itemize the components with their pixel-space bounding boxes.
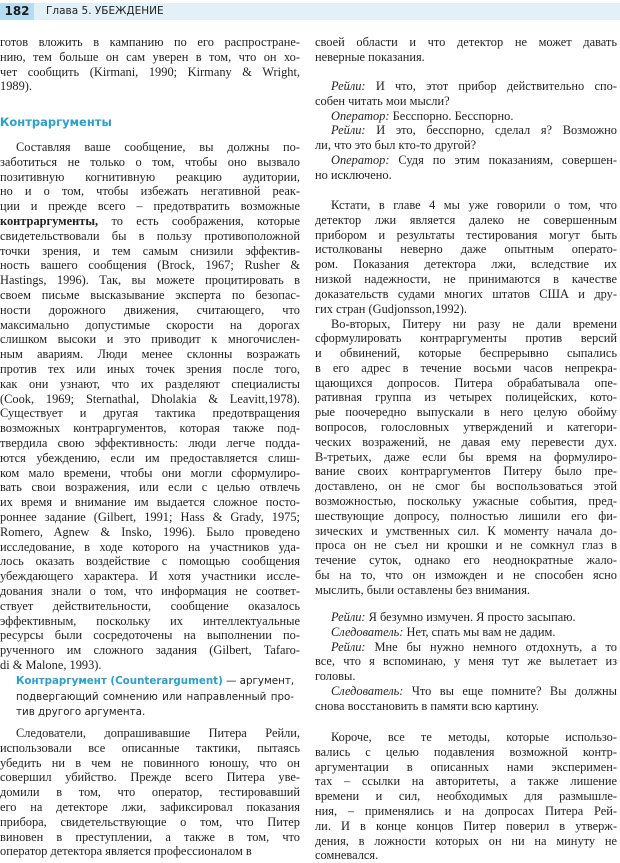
speaker-name: Рейли:: [331, 79, 366, 93]
text-line: рые поочередно выпускали в него целую обойму: [315, 405, 617, 420]
paragraph: [315, 317, 617, 598]
speech-text: Что вы еще помните? Вы должны: [403, 683, 617, 698]
speaker-name: Оператор:: [331, 108, 390, 123]
text-line: в его адрес в течение восьми часов непрекра-: [315, 360, 617, 375]
text-line: дования знали о том, что информация не соответ-: [0, 583, 300, 598]
left-column: [0, 0, 300, 861]
text-line: точки зрения, и тем самым снизили эффектив-: [0, 243, 300, 258]
text-line: нию, тем больше он сам уверен в том, что он хо-: [0, 49, 300, 64]
paragraph: [0, 35, 300, 94]
text-line: [315, 123, 617, 138]
text-line: сомневался.: [315, 848, 379, 863]
text-line: Следователи, допрашивавшие Питера Рейли,: [16, 726, 300, 740]
text-line: прибором и результаты тестирования могут быть: [315, 227, 617, 242]
text-line: позитивную когнитивную реакцию аудитории,: [0, 169, 300, 184]
text-line: как они узнают, что их разделяют специалисты: [0, 376, 300, 391]
text-line: готов вложить в кампанию по его распростране-: [0, 35, 300, 49]
text-line: тив другого аргумента.: [16, 706, 146, 719]
text-line: [0, 214, 300, 229]
text-line: течение суток, однако его неоднократные жало-: [315, 553, 617, 568]
text-line: использовали все описанные тактики, пытаясь: [0, 740, 300, 755]
speech-text: Нет, спать мы вам не дадим.: [403, 624, 556, 639]
text-line: ются убеждению, если им предоставляется слиш-: [0, 450, 300, 465]
text-line: низкой надежности, не принимаются в качестве: [315, 271, 617, 286]
text-line: Romero, Agnew & Insko, 1996). Было проведено: [0, 524, 300, 539]
text-line: убеждающего характера. И хотя участники иссле-: [0, 569, 300, 584]
chapter-title: Глава 5. УБЕЖДЕНИЕ: [46, 5, 164, 17]
text-line: вопросов, голословных утверждений и категори-: [315, 420, 617, 435]
text-line: ром. Показания детектора лжи, вследствие их: [315, 257, 617, 272]
text-line: снова восстановить в памяти всю картину.: [315, 698, 539, 713]
speech-text: Я безумно измучен. Я просто засыпаю.: [365, 610, 576, 624]
speech-text: И это, бесспорно, сделал я? Возможно: [365, 123, 617, 138]
text-segment: — аргумент,: [222, 675, 295, 687]
text-line: подвергающий сомнению или направленный про-: [16, 690, 294, 703]
text-line: вать свои возражения, или если с целью отвлечь: [0, 480, 300, 495]
text-line: ческих возражений, не давая ему перевести дух.: [315, 434, 617, 449]
text-line: дения, в ложности которых он ни на минуту не: [315, 833, 617, 848]
text-line: [315, 153, 617, 168]
text-line: тах – ссылки на авторитеты, а также лишение: [315, 774, 617, 789]
text-line: аргументации в описанных нами эксперимен-: [315, 759, 617, 774]
text-line: виновен в преступлении, а также в том, что: [0, 829, 300, 844]
text-line: слишком высоки и это приводит к многочислен-: [0, 332, 300, 347]
speech-text: Мне бы нужно немного отдохнуть, а то: [365, 639, 617, 654]
paragraph: [315, 730, 617, 863]
text-line: свидетельствовали бы в пользу противоположной: [0, 228, 300, 243]
text-line: di & Malone, 1993).: [0, 657, 102, 672]
text-line: домили в том, что оператор, тестировавший: [0, 785, 300, 800]
text-segment: то есть соображения, которые: [98, 213, 300, 228]
text-line: вание своих контраргументов Питеру было пре-: [315, 464, 617, 479]
text-line: против тех или иных точек зрения после того,: [0, 361, 300, 376]
text-line: роннее задание (Gilbert, 1991; Hass & Grady, 1975;: [0, 509, 300, 524]
text-line: вались с целью подавления возможной контр-: [315, 744, 617, 759]
speaker-name: Следователь:: [331, 683, 404, 698]
text-line: эффективным, поскольку их интеллектуальные: [0, 613, 300, 628]
text-line: (Cook, 1969; Sternathal, Dholakia & Leavitt,1978).: [0, 391, 300, 406]
text-line: 1989).: [0, 79, 33, 94]
text-line: Кстати, в главе 4 мы уже говорили о том, что: [331, 198, 617, 212]
speaker-name: Рейли:: [331, 639, 366, 654]
text-line: проса он не съел ни крошки и не сомкнул глаз в: [315, 538, 617, 553]
text-line: доставлено, он не смог бы воспользоваться этой: [315, 479, 617, 494]
text-line: но исключено.: [315, 167, 392, 182]
speaker-name: Следователь:: [331, 624, 404, 639]
speech-text: Бесспорно. Бесспорно.: [389, 108, 514, 123]
text-line: ния, – применялись и на допросах Питера Рей-: [315, 803, 617, 818]
paragraph: [0, 726, 300, 859]
text-line: Во-вторых, Питеру ни разу не дали времени: [331, 316, 617, 331]
text-line: все, что я вспоминаю, у меня тут же вылетает из: [315, 654, 617, 669]
text-line: [315, 610, 617, 625]
text-line: Существует и другая тактика предотвращения: [0, 406, 300, 421]
section-heading: [0, 114, 300, 130]
text-line: но и о том, чтобы избежать негативной реак-: [0, 184, 300, 199]
text-line: Hastings, 1996). Так, вы можете процитировать в: [0, 273, 300, 288]
text-line: ным авариям. Люди менее склонны возражать: [0, 347, 300, 362]
text-line: ствует действительности, сообщение оказалось: [0, 598, 300, 613]
text-line: и обвинений, которые беспрерывно сыпались: [315, 346, 617, 361]
right-column: [315, 0, 617, 861]
text-line: доказательств судами многих штатов США и дру-: [315, 286, 617, 301]
text-line: истолкованы неверно даже опытным операто-: [315, 242, 617, 257]
paragraph: [0, 140, 300, 673]
section-heading-text: Контраргументы: [0, 115, 112, 129]
text-line: Короче, все те методы, которые использо-: [331, 730, 617, 744]
text-line: рученного им сложного задания (Gilbert, Tafaro-: [0, 643, 300, 658]
text-line: максимально допустимые скорости на дорогах: [0, 317, 300, 332]
text-line: исследование, в ходе которого на участников уда-: [0, 539, 300, 554]
text-line: возможных контраргументов, которая также под-: [0, 421, 300, 436]
speaker-name: Рейли:: [331, 123, 366, 138]
text-line: сформулировать контраргументы против версий: [315, 331, 617, 346]
text-line: бы на то, что он изможден и не способен ясно: [315, 568, 617, 583]
text-line: ли, что это был кто-то другой?: [315, 138, 477, 153]
speaker-name: Рейли:: [331, 610, 366, 624]
text-line: ли. И в конце концов Питер поверил в утверж-: [315, 818, 617, 833]
text-line: времени и сил, необходимых для размышле-: [315, 789, 617, 804]
text-line: гих стран (Gudjonsson,1992).: [315, 301, 467, 316]
text-line: мыслить, были оставлены без внимания.: [315, 582, 530, 597]
text-line: ность вашего сообщения (Brock, 1967; Rusher &: [0, 258, 300, 273]
text-line: [315, 109, 617, 124]
text-line: ции и прежде всего – предотвратить возможные: [0, 199, 300, 214]
dialogue-block: [315, 610, 617, 714]
text-line: заботиться не только о том, чтобы оно вызвало: [0, 154, 300, 169]
speech-text: Судя по этим показаниям, совершен-: [389, 152, 617, 167]
paragraph: [315, 198, 617, 316]
text-line: убедить ни в чем не повинного юношу, что он: [0, 755, 300, 770]
text-line: совершил убийство. Прежде всего Питера уве-: [0, 770, 300, 785]
text-line: [315, 684, 617, 699]
text-line: возможностью, поскольку ужасные события, пред-: [315, 494, 617, 509]
text-line: ности дорожного движения, считающего, что: [0, 302, 300, 317]
text-line: своей области и что детектор не может давать: [315, 35, 617, 49]
text-line: ком мало времени, чтобы они могли сформулиро-: [0, 465, 300, 480]
text-line: ресурсы были сосредоточены на выполнении по-: [0, 628, 300, 643]
text-line: зических и умственных сил. К моменту начала до-: [315, 523, 617, 538]
text-line: своем письме высказывание эксперта по безопас-: [0, 287, 300, 302]
text-line: детектор лжи является далеко не совершенным: [315, 212, 617, 227]
definition-term: Контраргумент (Counterargument): [16, 675, 223, 687]
text-line: [0, 674, 294, 690]
speaker-name: Оператор:: [331, 152, 390, 167]
text-line: Составляя ваше сообщение, вы должны по-: [16, 140, 300, 154]
text-line: оператор детектора является профессионалом в: [0, 844, 252, 859]
text-line: его на детекторе лжи, зафиксировал показания: [0, 799, 300, 814]
speech-text: И что, этот прибор действительно спо-: [365, 79, 617, 93]
text-line: собен читать мои мысли?: [315, 93, 450, 108]
dialogue-block: [315, 79, 617, 183]
text-line: В-третьих, даже если бы время на формулиро-: [315, 449, 617, 464]
text-line: твердила свою эффективность: люди легче подда-: [0, 435, 300, 450]
text-line: неверные показания.: [315, 49, 425, 64]
text-line: лось оказать воздействие с помощью сообщения: [0, 554, 300, 569]
text-line: ративная группа из четырех полицейских, кото-: [315, 390, 617, 405]
definition-box: [0, 674, 294, 721]
text-line: шествующие допросу, полностью лишили его фи-: [315, 508, 617, 523]
key-term: контраргументы,: [0, 213, 99, 228]
page-number: 182: [0, 3, 34, 20]
text-line: чет сообщить (Kirmani, 1990; Kirmany & Wright,: [0, 64, 300, 79]
text-line: [315, 79, 617, 94]
text-line: [315, 640, 617, 655]
text-line: головы.: [315, 669, 356, 684]
text-line: прибора, свидетельствующие о том, что Питер: [0, 814, 300, 829]
text-line: [315, 625, 617, 640]
text-line: щающихся допросов. Питера обрабатывала опе-: [315, 375, 617, 390]
paragraph: [315, 35, 617, 65]
text-line: их время и внимание им выдается сложное посто-: [0, 495, 300, 510]
